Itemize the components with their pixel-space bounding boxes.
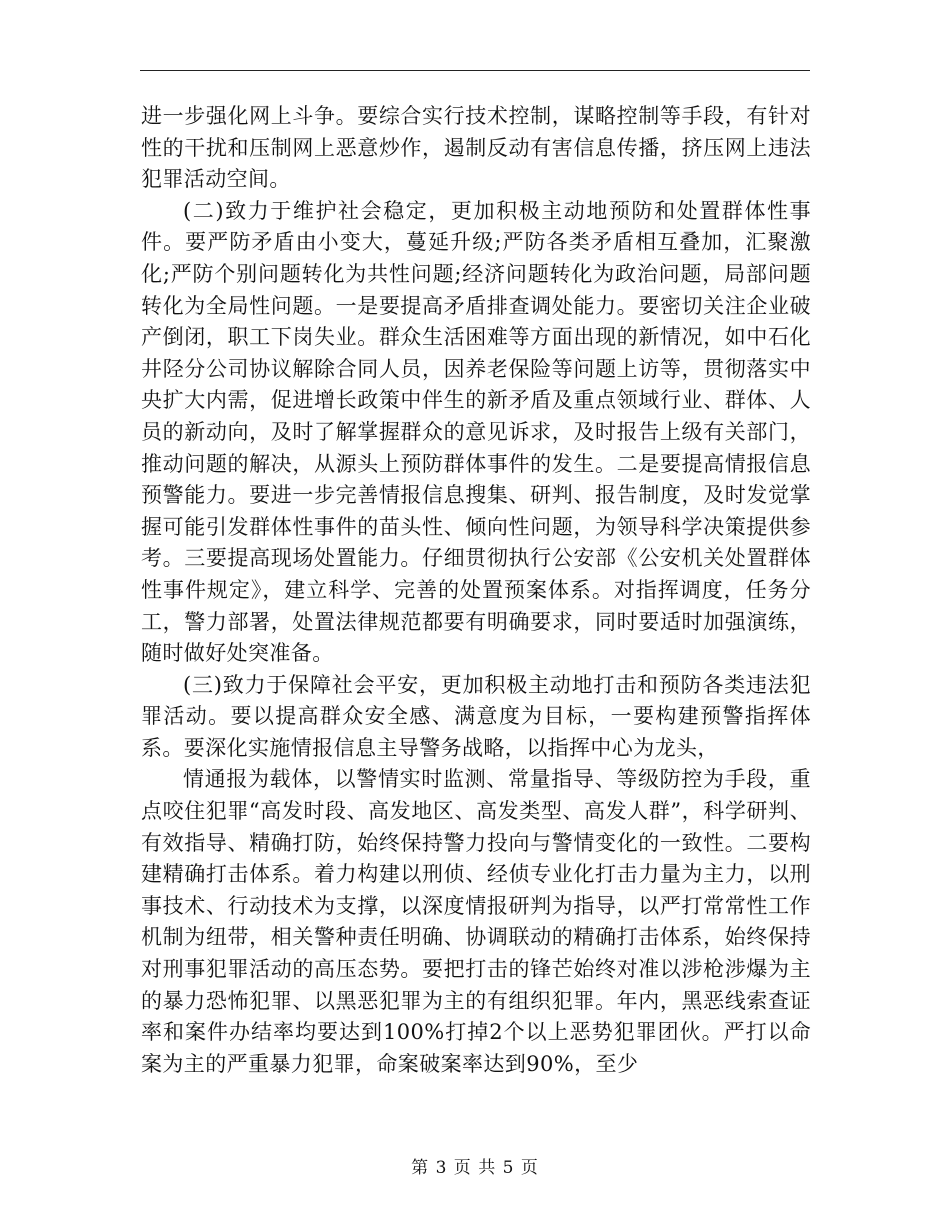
page-number-footer: 第 3 页 共 5 页: [411, 1158, 539, 1178]
paragraph-continued: 进一步强化网上斗争。要综合实行技术控制，谋略控制等手段，有针对性的干扰和压制网上恶意炒作，遏制反动有害信息传播，挤压网上违法犯罪活动空间。: [141, 104, 811, 192]
document-body: [141, 101, 811, 1080]
paragraph-section-2: (二)致力于维护社会稳定，更加积极主动地预防和处置群体性事件。要严防矛盾由小变大，蔓延升级;严防各类矛盾相互叠加，汇聚激化;严防个别问题转化为共性问题;经济问题转化为政治问题，局部问题转化为全局性问题。一是要提高矛盾排查调处能力。要密切关注企业破产倒闭，职工下岗失业。群众生活困难等方面出现的新情况，如中石化井陉分公司协议解除合同人员，因养老保险等问题上访等，贯彻落实中央扩大内需，促进增长政策中伴生的新矛盾及重点领域行业、群体、人员的新动向，及时了解掌握群众的意见诉求，及时报告上级有关部门，推动问题的解决，从源头上预防群体事件的发生。二是要提高情报信息预警能力。要进一步完善情报信息搜集、研判、报告制度，及时发觉掌握可能引发群体性事件的苗头性、倾向性问题，为领导科学决策提供参考。三要提高现场处置能力。仔细贯彻执行公安部《公安机关处置群体性事件规定》，建立科学、完善的处置预案体系。对指挥调度，任务分工，警力部署，处置法律规范都要有明确要求，同时要适时加强演练，随时做好处突准备。: [141, 198, 811, 666]
paragraph-section-3: (三)致力于保障社会平安，更加积极主动地打击和预防各类违法犯罪活动。要以提高群众安全感、满意度为目标，一要构建预警指挥体系。要深化实施情报信息主导警务战略，以指挥中心为龙头，: [141, 672, 811, 760]
header-rule: [140, 70, 810, 71]
paragraph-section-3-continued: 情通报为载体，以警情实时监测、常量指导、等级防控为手段，重点咬住犯罪“高发时段、高发地区、高发类型、高发人群”，科学研判、有效指导、精确打防，始终保持警力投向与警情变化的一致性。二要构建精确打击体系。着力构建以刑侦、经侦专业化打击力量为主力，以刑事技术、行动技术为支撑，以深度情报研判为指导，以严打常常性工作机制为纽带，相关警种责任明确、协调联动的精确打击体系，始终保持对刑事犯罪活动的高压态势。要把打击的锋芒始终对准以涉枪涉爆为主的暴力恐怖犯罪、以黑恶犯罪为主的有组织犯罪。年内，黑恶线索查证率和案件办结率均要达到100%打掉2个以上恶势犯罪团伙。严打以命案为主的严重暴力犯罪，命案破案率达到90%，至少: [141, 767, 811, 1076]
